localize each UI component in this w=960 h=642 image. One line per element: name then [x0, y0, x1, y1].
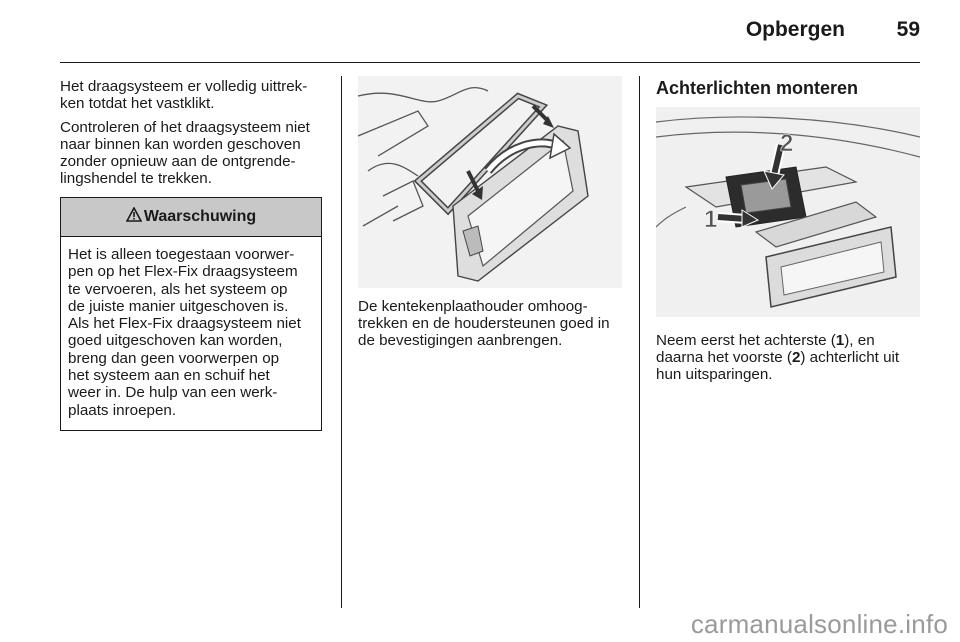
svg-text:1: 1 — [704, 206, 718, 233]
column-divider — [639, 76, 640, 608]
section-heading: Achterlichten monteren — [656, 78, 859, 98]
text-part: ), en daarna het voorste ( — [656, 332, 875, 366]
figure-caption: De kentekenplaathouder omhoog- trekken en de houdersteunen goed in de bevestigingen aanbrengen. — [358, 298, 610, 349]
column-divider — [341, 76, 342, 608]
watermark: carmanualsonline.info — [690, 609, 948, 639]
warning-box — [60, 197, 322, 431]
body-paragraph: Controleren of het draagsysteem niet naar binnen kan worden geschoven zonder opnieuw aan de ontgrende- lingshendel te trekken. — [60, 119, 310, 187]
page-title: Opbergen — [745, 18, 845, 41]
svg-text:2: 2 — [780, 130, 794, 157]
text-part: ) achterlicht uit hun uitsparingen. — [656, 349, 900, 383]
body-paragraph — [656, 332, 899, 383]
license-plate-holder-figure — [358, 76, 622, 288]
warning-title: Waarschuwing — [143, 208, 257, 225]
page-number: 59 — [896, 18, 920, 41]
warning-triangle-icon — [126, 207, 142, 227]
body-paragraph: Het draagsysteem er volledig uittrek- ken totdat het vastklikt. — [60, 78, 308, 112]
text-part: Neem eerst het achterste ( — [656, 332, 836, 349]
warning-header — [61, 198, 321, 237]
callout-ref-1: 1 — [835, 332, 845, 349]
page-header — [60, 0, 920, 63]
warning-text: Het is alleen toegestaan voorwer- pen op het Flex-Fix draagsysteem te vervoeren, als het systeem op de juiste manier uitgeschoven is. Als het Flex-Fix draagsysteem niet goed uitgeschoven kan worden, breng dan geen voorwerpen op het systeem aan en schuif het weer in. De hulp van een werk- plaats inroepen. — [68, 246, 301, 419]
rear-lights-figure — [656, 107, 920, 317]
callout-ref-2: 2 — [791, 349, 801, 366]
